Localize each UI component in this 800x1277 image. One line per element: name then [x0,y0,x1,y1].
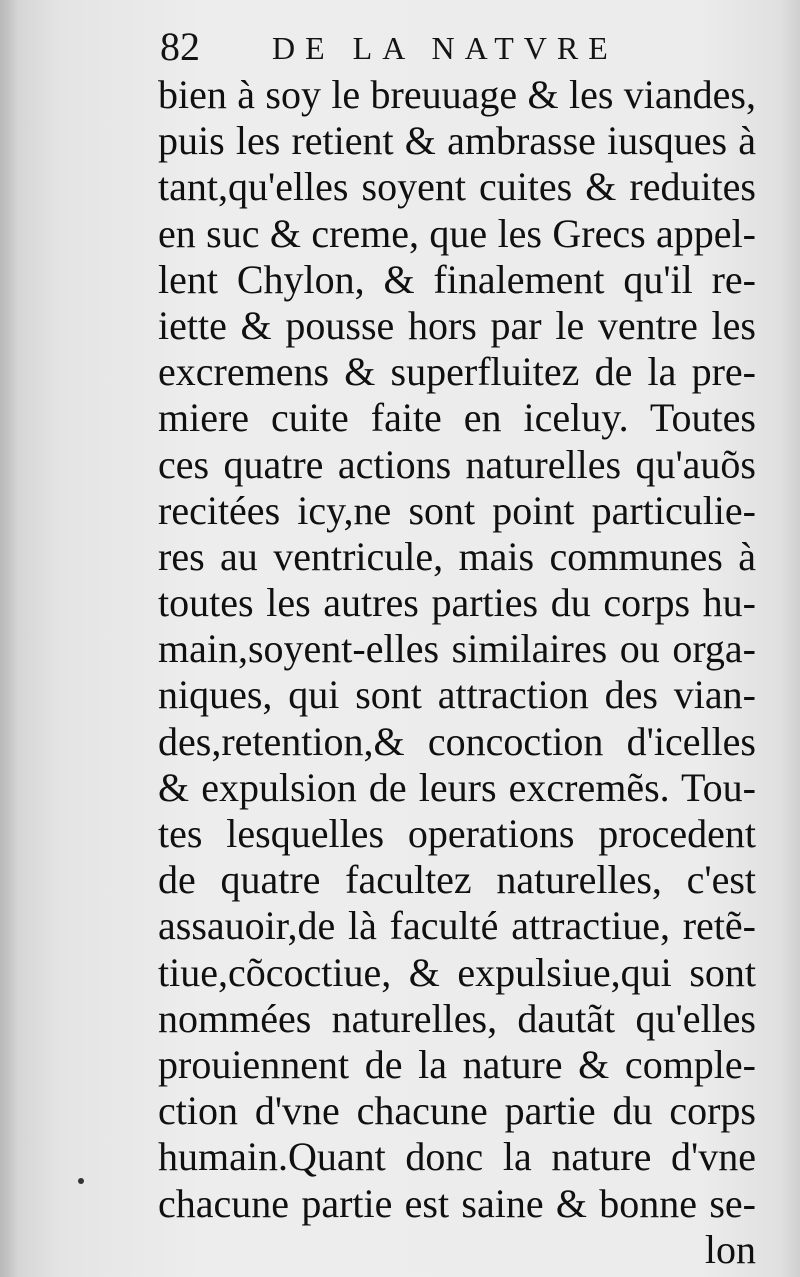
text-line: des,retention,& concoction d'icelles [158,718,756,764]
text-line: iette & pousse hors par le ventre les [158,302,756,348]
text-line: ction d'vne chacune partie du corps [158,1088,756,1134]
ink-speck [78,1178,84,1184]
text-line: miere cuite faite en iceluy. Toutes [158,395,756,441]
text-line: en suc & creme, que les Grecs appel- [158,210,756,256]
text-line: main,soyent-elles similaires ou orga- [158,626,756,672]
page-header [160,22,760,72]
text-line: excremens & superfluitez de la pre- [158,349,756,395]
text-line: nommées naturelles, dautãt qu'elles [158,995,756,1041]
text-line-catchword: lon [704,1226,756,1272]
text-line: puis les retient & ambrasse iusques à [158,118,756,164]
text-line: chacune partie est saine & bonne se- [158,1180,756,1226]
text-line: niques, qui sont attraction des vian- [158,672,756,718]
text-line: tiue,cõcoctiue, & expulsiue,qui sont [158,949,756,995]
body-text [158,72,758,1273]
text-line: & expulsion de leurs excremẽs. Tou- [158,764,756,810]
text-line: recitées icy,ne sont point particulie- [158,487,756,533]
text-line: tes lesquelles operations procedent [158,811,756,856]
text-line: prouiennent de la nature & comple- [158,1041,756,1087]
page-number: 82 [160,24,200,69]
gutter-shadow [0,0,18,1277]
running-head: DE LA NATVRE [272,30,618,66]
text-line: assauoir,de là faculté attractiue, retẽ- [158,903,756,949]
text-line: ces quatre actions naturelles qu'auõs [158,441,756,487]
text-line: de quatre facultez naturelles, c'est [158,857,756,903]
text-line: bien à soy le breuuage & les viandes, [158,72,756,117]
text-line: humain.Quant donc la nature d'vne [158,1134,756,1180]
text-line: lent Chylon, & finalement qu'il re- [158,256,756,302]
text-line: tant,qu'elles soyent cuites & reduites [158,164,756,210]
text-line: toutes les autres parties du corps hu- [158,580,756,626]
text-line: res au ventricule, mais communes à [158,533,756,579]
